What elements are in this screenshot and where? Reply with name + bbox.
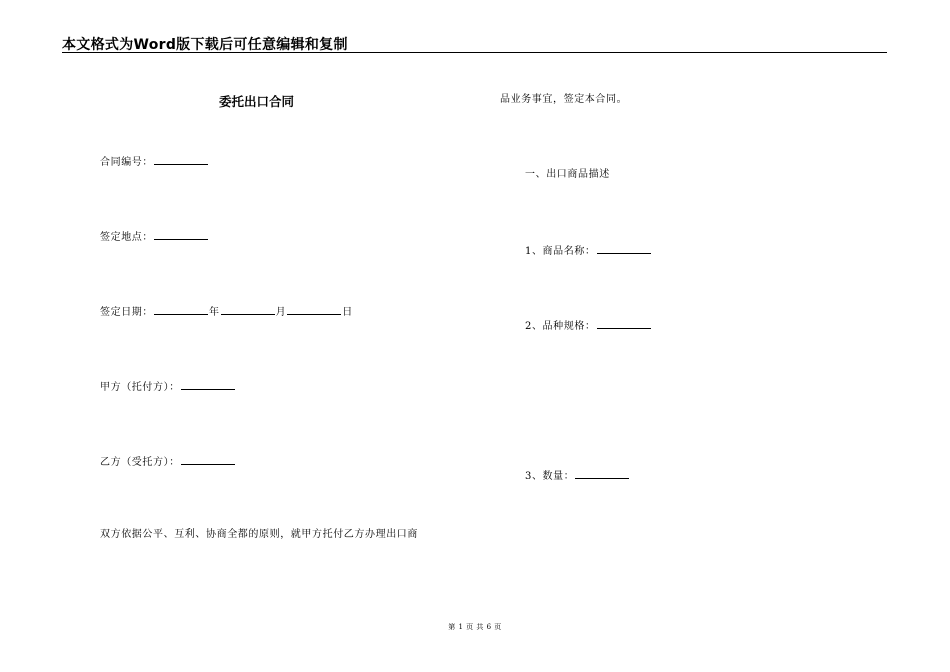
- contract-number-label: 合同编号：: [100, 157, 153, 168]
- goods-spec-label: 2、品种规格：: [525, 321, 596, 332]
- document-header: 本文格式为Word版下载后可任意编辑和复制: [62, 37, 348, 53]
- sign-place-line: [100, 230, 209, 244]
- page-number-footer: 第 1 页 共 6 页: [448, 623, 502, 631]
- sign-date-month-blank[interactable]: [221, 305, 275, 315]
- contract-number-line: [100, 155, 209, 169]
- section-heading-goods: 一、出口商品描述: [525, 169, 610, 180]
- goods-spec-line: [525, 319, 652, 333]
- sign-date-year-blank[interactable]: [154, 305, 208, 315]
- party-a-blank[interactable]: [181, 380, 235, 390]
- party-b-blank[interactable]: [181, 455, 235, 465]
- party-a-label: 甲方（托付方）：: [100, 382, 180, 393]
- party-a-line: [100, 380, 236, 394]
- document-title: 委托出口合同: [219, 94, 295, 109]
- party-b-label: 乙方（受托方）：: [100, 457, 180, 468]
- sign-date-label: 签定日期：: [100, 307, 153, 318]
- sign-date-year-label: 年: [209, 307, 220, 318]
- sign-place-blank[interactable]: [154, 230, 208, 240]
- goods-name-blank[interactable]: [597, 244, 651, 254]
- party-b-line: [100, 455, 236, 469]
- principle-paragraph: 双方依据公平、互利、协商全都的原则，就甲方托付乙方办理出口商: [100, 529, 418, 540]
- sign-place-label: 签定地点：: [100, 232, 153, 243]
- goods-name-line: [525, 244, 652, 258]
- goods-spec-blank[interactable]: [597, 319, 651, 329]
- goods-name-label: 1、商品名称：: [525, 246, 596, 257]
- goods-quantity-label: 3、数量：: [525, 471, 575, 482]
- sign-date-month-label: 月: [275, 307, 287, 318]
- header-divider: [62, 52, 887, 53]
- sign-date-day-blank[interactable]: [287, 305, 341, 315]
- goods-quantity-blank[interactable]: [575, 469, 629, 479]
- goods-quantity-line: [525, 469, 630, 483]
- sign-date-line: [100, 305, 353, 319]
- sign-date-day-label: 日: [342, 307, 353, 318]
- paragraph-continuation: 品业务事宜，签定本合同。: [500, 94, 628, 105]
- contract-number-blank[interactable]: [154, 155, 208, 165]
